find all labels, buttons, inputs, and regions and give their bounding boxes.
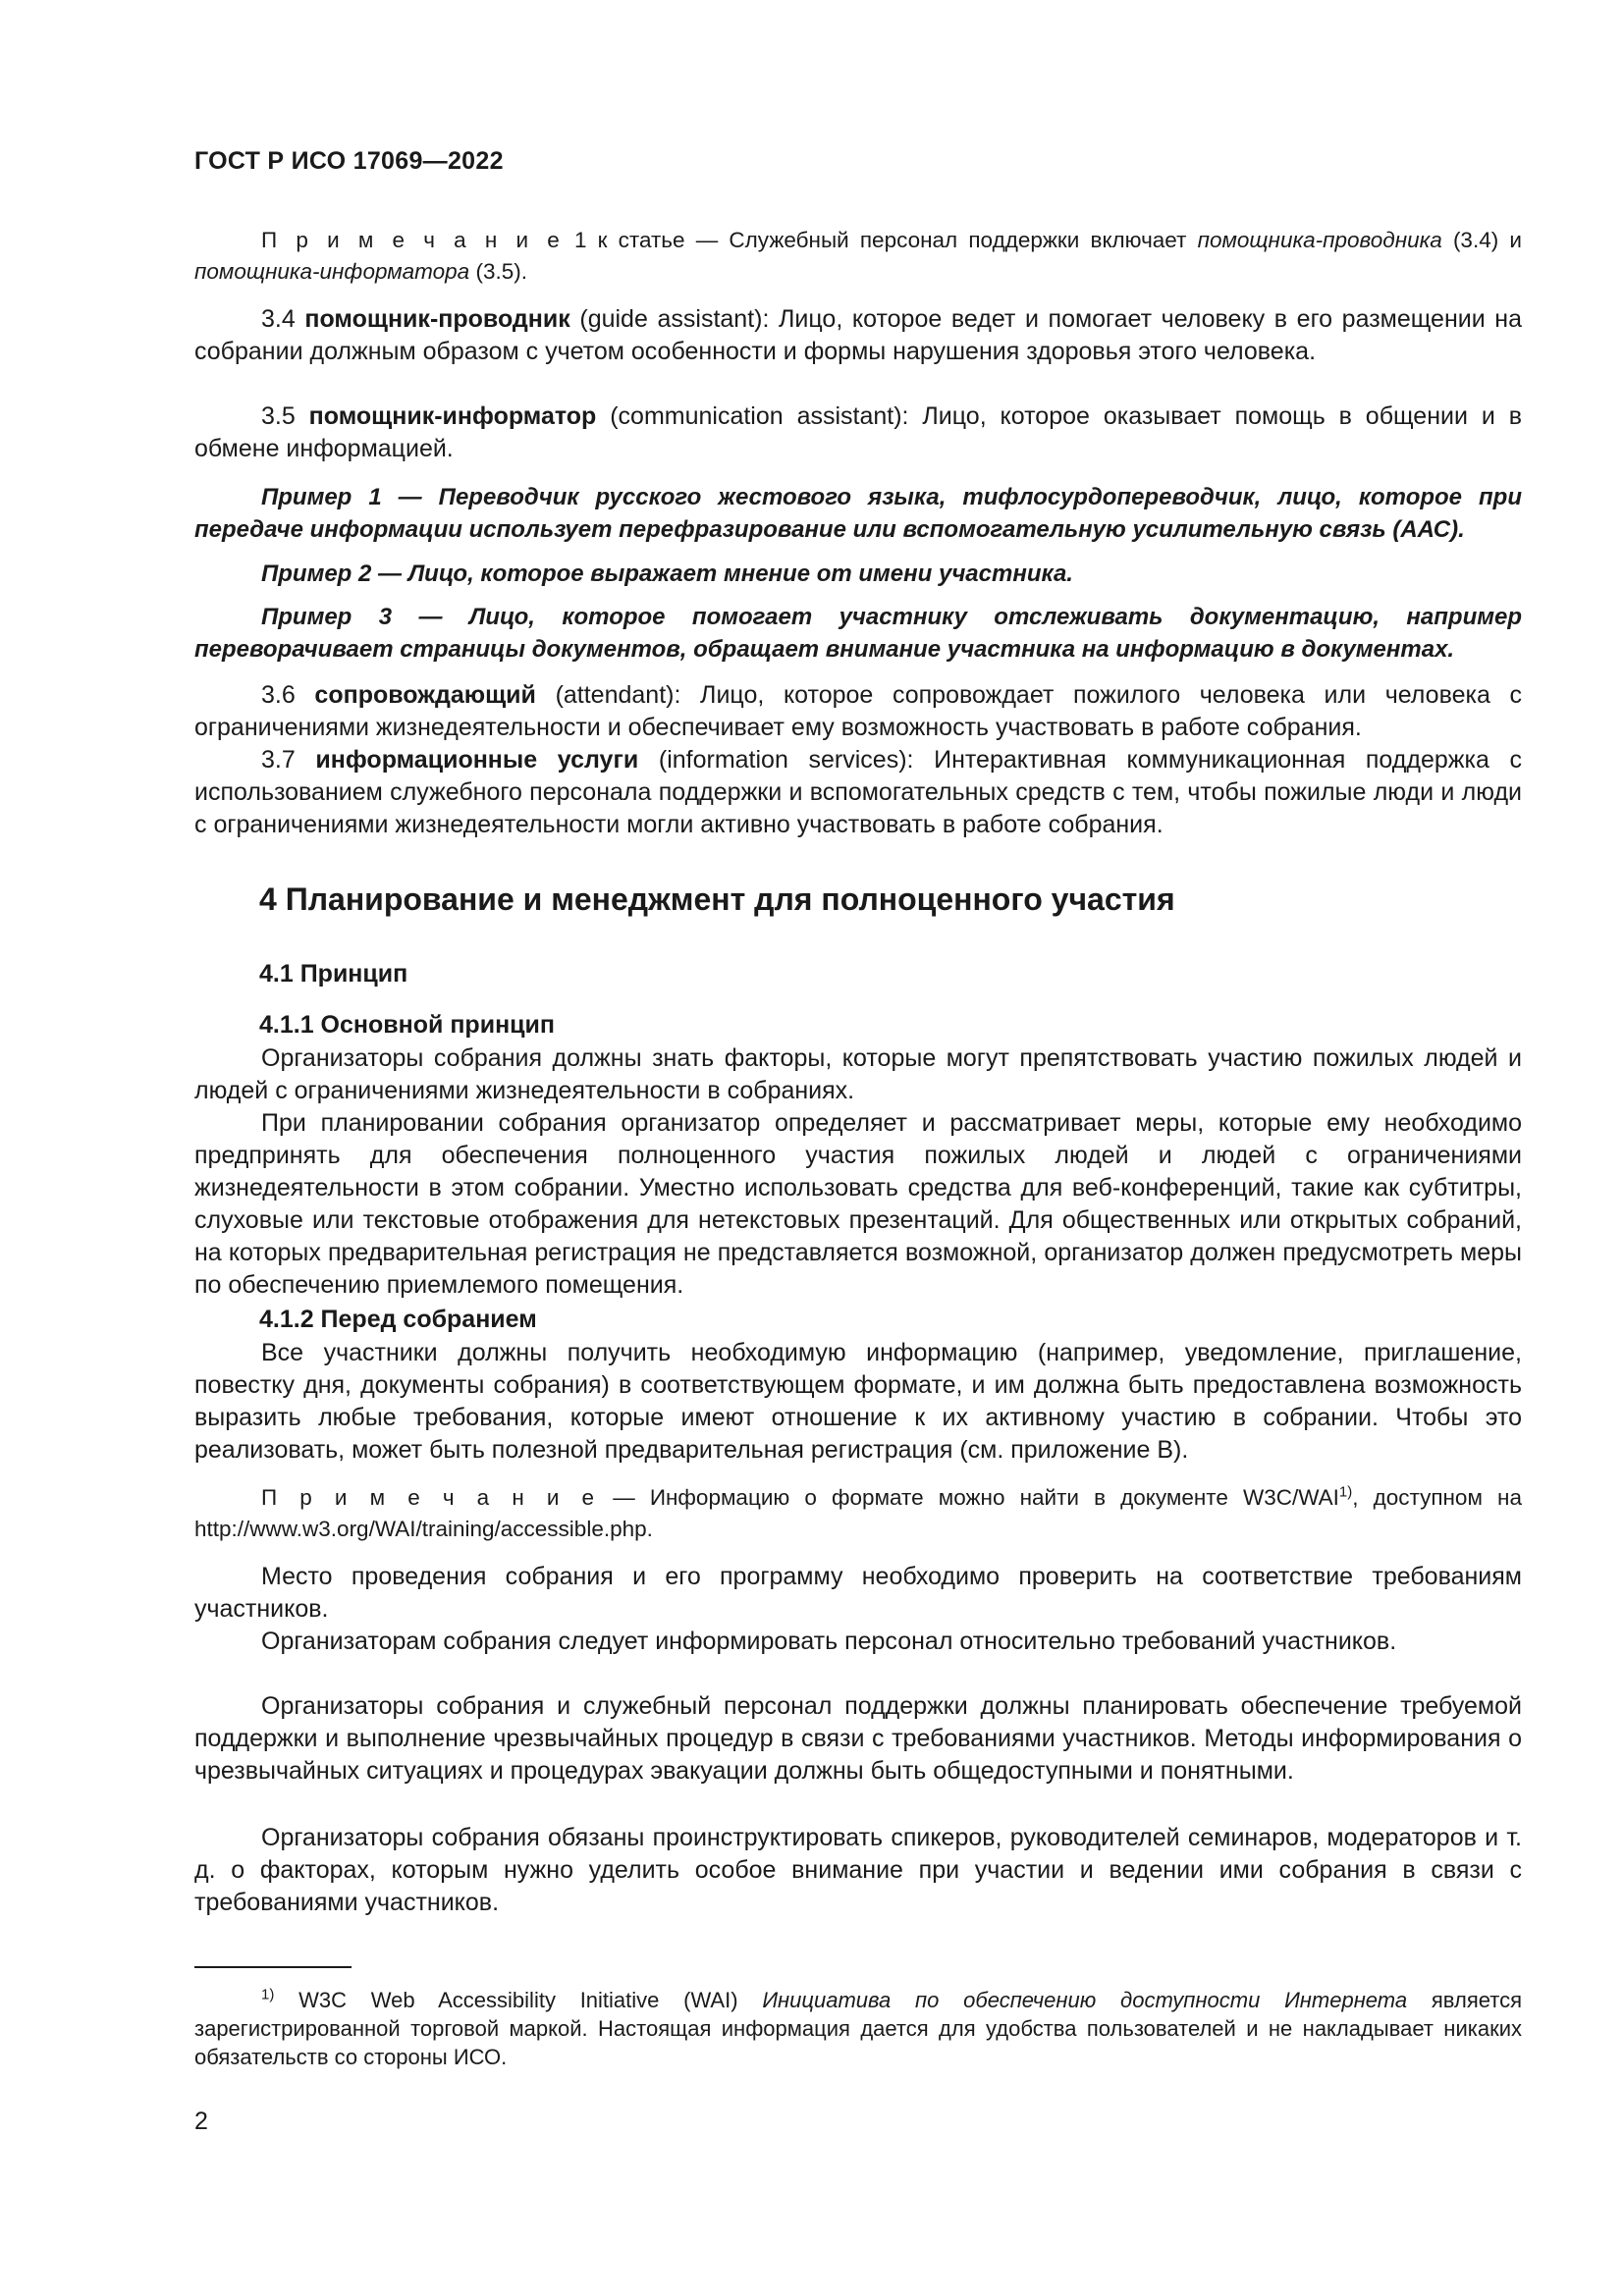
note-label: П р и м е ч а н и е: [261, 228, 564, 252]
footnote-italic-text: Инициатива по обеспечению доступности Интернета: [762, 1988, 1408, 2012]
subsection-4-1-heading: 4.1 Принцип: [259, 960, 408, 988]
note-link-text: , доступном на http://www.w3.org/WAI/training/accessible.php.: [194, 1485, 1522, 1541]
definition-term: информационные услуги: [315, 746, 639, 774]
footnote-mark: 1): [261, 1986, 275, 2003]
definition-3-7: [194, 744, 1522, 841]
definition-number: 3.7: [261, 746, 296, 774]
definition-term: сопровождающий: [314, 681, 536, 709]
example-3: Пример 3 — Лицо, которое помогает участнику отслеживать документацию, например переворачивает страницы документов, обращает внимание участника на информацию в документах.: [194, 604, 1522, 663]
note-ref-3-4: (3.4) и: [1452, 228, 1522, 252]
definition-number: 3.5: [261, 402, 296, 430]
footnote-divider: [194, 1966, 352, 1968]
note-to-entry: [194, 225, 1522, 288]
paragraph-4-1-1-a: Организаторы собрания должны знать факторы, которые могут препятствовать участию пожилых людей и людей с ограничениями жизнедеятельности в собраниях.: [194, 1044, 1522, 1104]
definition-text: (information services): Интерактивная коммуникационная поддержка с использованием служебного персонала поддержки и вспомогательных средств с тем, чтобы пожилые люди и люди с ограничениями жизнедеятельности могли активно участвовать в работе собрания.: [194, 746, 1523, 838]
page-number: 2: [194, 2108, 208, 2135]
note-text: — Информацию о формате можно найти в документе W3C/WAI: [613, 1485, 1339, 1510]
example-1: Пример 1 — Переводчик русского жестового языка, тифлосурдопереводчик, лицо, которое при передаче информации использует перефразирование или вспомогательную усилительную связь (ААС).: [194, 484, 1522, 543]
definition-text: (attendant): Лицо, которое сопровождает пожилого человека или человека с ограничениями жизнедеятельности и обеспечивает ему возможность участвовать в работе собрания.: [194, 681, 1523, 741]
footnote-tail-text: является зарегистрированной торговой маркой. Настоящая информация дается для удобства пользователей и не накладывает никаких обязательств со стороны ИСО.: [194, 1988, 1522, 2069]
paragraph-emergency: Организаторы собрания и служебный персонал поддержки должны планировать обеспечение требуемой поддержки и выполнение чрезвычайных процедур в связи с требованиями участников. Методы информирования о чрезвычайных ситуациях и процедурах эвакуации должны быть общедоступными и понятными.: [194, 1692, 1522, 1785]
note-text: 1 к статье — Служебный персонал поддержки включает: [573, 228, 1187, 252]
example-2: Пример 2 — Лицо, которое выражает мнение от имени участника.: [261, 561, 1073, 587]
subsection-4-1-1-heading: 4.1.1 Основной принцип: [259, 1011, 556, 1039]
note-format: [194, 1482, 1522, 1545]
footnote-text: W3C Web Accessibility Initiative (WAI): [298, 1988, 738, 2012]
definition-term: помощник-информатор: [308, 402, 597, 430]
paragraph-speakers: Организаторы собрания обязаны проинструктировать спикеров, руководителей семинаров, модераторов и т. д. о факторах, которым нужно уделить особое внимание при участии и ведении ими собрания в связи с требованиями участников.: [194, 1824, 1522, 1916]
paragraph-staff: Организаторам собрания следует информировать персонал относительно требований участников.: [261, 1628, 1397, 1655]
note-term-guide: помощника-проводника: [1197, 228, 1442, 252]
paragraph-4-1-2-a: Все участники должны получить необходимую информацию (например, уведомление, приглашение, повестку дня, документы собрания) в соответствующем формате, и им должна быть предоставлена возможность выразить любые требования, которые имеют отношение к их активному участию в собрании. Чтобы это реализовать, может быть полезной предварительная регистрация (см. приложение В).: [194, 1339, 1522, 1464]
definition-number: 3.6: [261, 681, 296, 709]
section-4-heading: 4 Планирование и менеджмент для полноценного участия: [259, 881, 1175, 917]
definition-term: помощник-проводник: [304, 305, 570, 333]
paragraph-4-1-1-b: При планировании собрания организатор определяет и рассматривает меры, которые ему необходимо предпринять для обеспечения полноценного участия пожилых людей и людей с ограничениями жизнедеятельности в этом собрании. Уместно использовать средства для веб-конференций, такие как субтитры, слуховые или текстовые отображения для нетекстовых презентаций. Для общественных или открытых собраний, на которых предварительная регистрация не представляется возможной, организатор должен предусмотреть меры по обеспечению приемлемого помещения.: [194, 1109, 1522, 1299]
subsection-4-1-2-heading: 4.1.2 Перед собранием: [259, 1306, 537, 1333]
definition-3-4: [194, 303, 1522, 368]
definition-number: 3.4: [261, 305, 296, 333]
note-ref-3-5: (3.5).: [475, 259, 527, 284]
note-term-communication: помощника-информатора: [194, 259, 470, 284]
definition-text: (guide assistant): Лицо, которое ведет и помогает человеку в его размещении на собрании должным образом с учетом особенности и формы нарушения здоровья этого человека.: [194, 305, 1522, 365]
footnote: [194, 1986, 1522, 2071]
definition-3-6: [194, 679, 1522, 744]
note-label: П р и м е ч а н и е: [261, 1485, 599, 1510]
paragraph-venue: Место проведения собрания и его программу необходимо проверить на соответствие требованиям участников.: [194, 1563, 1522, 1623]
definition-3-5: [194, 400, 1522, 465]
footnote-ref: 1): [1338, 1483, 1353, 1501]
definition-text: (communication assistant): Лицо, которое оказывает помощь в общении и в обмене информацией.: [194, 402, 1522, 462]
document-header: ГОСТ Р ИСО 17069—2022: [194, 147, 504, 175]
